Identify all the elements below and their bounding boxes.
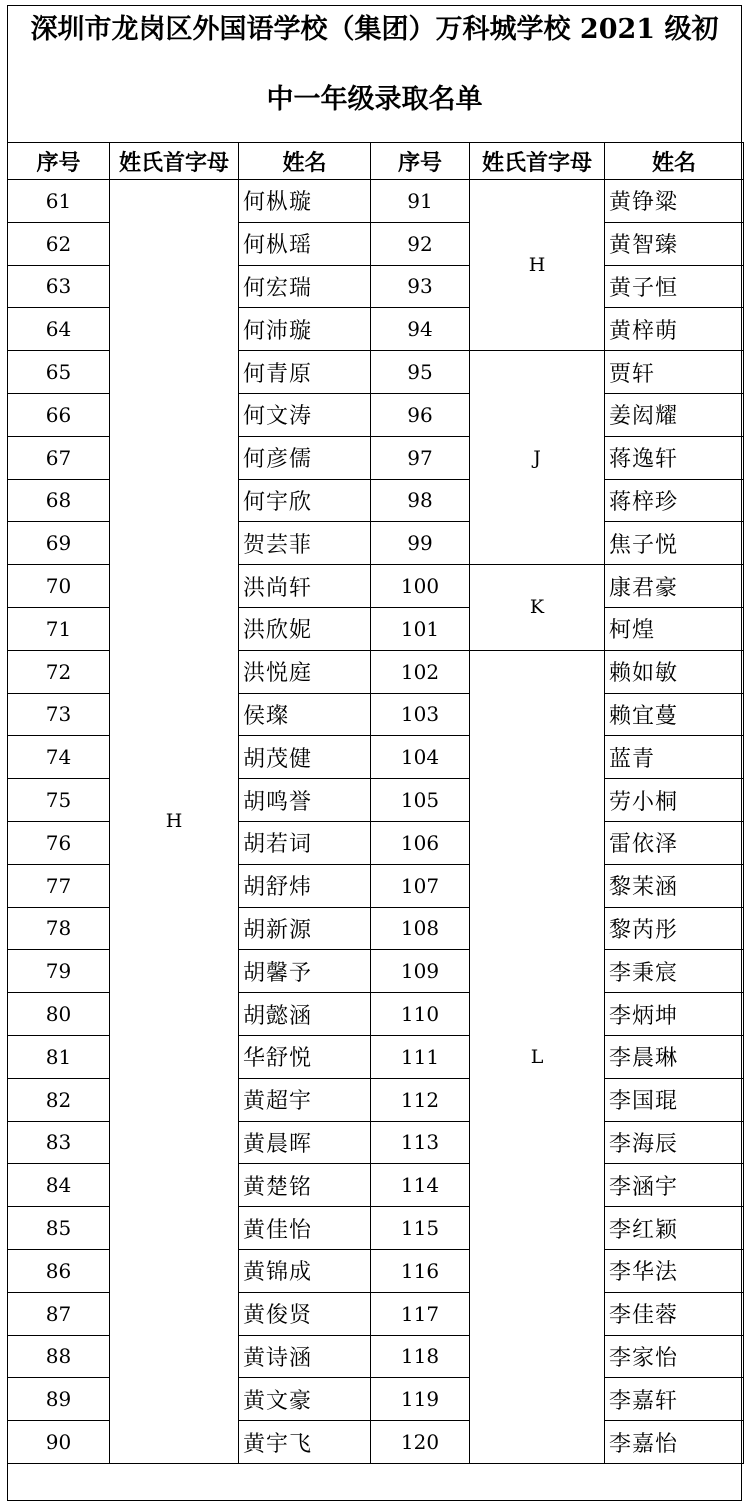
student-number: 70	[8, 565, 110, 608]
student-number: 109	[371, 950, 470, 993]
student-name: 胡茂健	[239, 736, 371, 779]
student-number: 116	[371, 1249, 470, 1292]
header-initial-left: 姓氏首字母	[110, 143, 239, 180]
student-name: 蒋梓珍	[605, 479, 744, 522]
student-number: 64	[8, 308, 110, 351]
student-number: 117	[371, 1292, 470, 1335]
student-number: 86	[8, 1249, 110, 1292]
student-number: 78	[8, 907, 110, 950]
student-number: 67	[8, 436, 110, 479]
student-number: 79	[8, 950, 110, 993]
student-number: 91	[371, 180, 470, 223]
student-number: 99	[371, 522, 470, 565]
student-name: 黄晨晖	[239, 1121, 371, 1164]
student-name: 何沛璇	[239, 308, 371, 351]
student-name: 华舒悦	[239, 1035, 371, 1078]
student-name: 何枞璇	[239, 180, 371, 223]
student-name: 李秉宸	[605, 950, 744, 993]
admission-list-sheet	[7, 5, 742, 1501]
student-name: 李华法	[605, 1249, 744, 1292]
student-number: 98	[371, 479, 470, 522]
student-name: 康君豪	[605, 565, 744, 608]
header-no-left: 序号	[8, 143, 110, 180]
student-number: 72	[8, 650, 110, 693]
student-number: 94	[371, 308, 470, 351]
student-number: 92	[371, 222, 470, 265]
student-name: 胡懿涵	[239, 993, 371, 1036]
student-name: 李嘉轩	[605, 1378, 744, 1421]
student-name: 雷依泽	[605, 821, 744, 864]
student-number: 106	[371, 821, 470, 864]
student-number: 104	[371, 736, 470, 779]
student-number: 85	[8, 1207, 110, 1250]
student-number: 89	[8, 1378, 110, 1421]
student-name: 胡新源	[239, 907, 371, 950]
table-header-row	[8, 143, 744, 180]
student-number: 118	[371, 1335, 470, 1378]
student-name: 何宇欣	[239, 479, 371, 522]
student-number: 66	[8, 393, 110, 436]
student-number: 93	[371, 265, 470, 308]
student-name: 黄锦成	[239, 1249, 371, 1292]
student-name: 何宏瑞	[239, 265, 371, 308]
student-name: 胡舒炜	[239, 864, 371, 907]
student-name: 黄梓萌	[605, 308, 744, 351]
student-number: 115	[371, 1207, 470, 1250]
admission-table	[7, 142, 744, 1464]
student-number: 107	[371, 864, 470, 907]
student-name: 胡馨予	[239, 950, 371, 993]
student-name: 黄佳怡	[239, 1207, 371, 1250]
student-name: 黄子恒	[605, 265, 744, 308]
student-number: 82	[8, 1078, 110, 1121]
student-number: 105	[371, 779, 470, 822]
student-name: 黄诗涵	[239, 1335, 371, 1378]
student-number: 95	[371, 351, 470, 394]
student-name: 焦子悦	[605, 522, 744, 565]
surname-initial: K	[470, 565, 605, 651]
student-name: 李海辰	[605, 1121, 744, 1164]
student-number: 77	[8, 864, 110, 907]
student-name: 黄铮粱	[605, 180, 744, 223]
student-name: 李涵宇	[605, 1164, 744, 1207]
student-name: 李炳坤	[605, 993, 744, 1036]
student-name: 柯煌	[605, 607, 744, 650]
student-number: 90	[8, 1421, 110, 1464]
student-name: 何青原	[239, 351, 371, 394]
surname-initial: H	[470, 180, 605, 351]
student-number: 69	[8, 522, 110, 565]
student-number: 74	[8, 736, 110, 779]
student-number: 62	[8, 222, 110, 265]
header-name-right: 姓名	[605, 143, 744, 180]
table-row	[8, 180, 744, 223]
student-name: 胡鸣誉	[239, 779, 371, 822]
student-number: 119	[371, 1378, 470, 1421]
student-name: 李晨琳	[605, 1035, 744, 1078]
student-number: 68	[8, 479, 110, 522]
student-name: 李嘉怡	[605, 1421, 744, 1464]
document-title-line-2: 中一年级录取名单	[266, 84, 483, 115]
student-number: 73	[8, 693, 110, 736]
surname-initial: H	[110, 180, 239, 1464]
student-name: 赖如敏	[605, 650, 744, 693]
student-name: 姜闳耀	[605, 393, 744, 436]
student-name: 洪尚轩	[239, 565, 371, 608]
student-name: 侯璨	[239, 693, 371, 736]
student-name: 何彦儒	[239, 436, 371, 479]
student-name: 贺芸菲	[239, 522, 371, 565]
student-name: 贾轩	[605, 351, 744, 394]
student-number: 84	[8, 1164, 110, 1207]
student-name: 黄文豪	[239, 1378, 371, 1421]
student-name: 黄楚铭	[239, 1164, 371, 1207]
student-name: 黎芮彤	[605, 907, 744, 950]
student-name: 何枞瑶	[239, 222, 371, 265]
student-number: 83	[8, 1121, 110, 1164]
header-initial-right: 姓氏首字母	[470, 143, 605, 180]
student-number: 102	[371, 650, 470, 693]
student-number: 88	[8, 1335, 110, 1378]
student-name: 黄宇飞	[239, 1421, 371, 1464]
student-name: 李家怡	[605, 1335, 744, 1378]
student-name: 黎茉涵	[605, 864, 744, 907]
student-name: 李国琨	[605, 1078, 744, 1121]
student-number: 80	[8, 993, 110, 1036]
student-number: 100	[371, 565, 470, 608]
student-number: 108	[371, 907, 470, 950]
student-number: 111	[371, 1035, 470, 1078]
student-name: 赖宜蔓	[605, 693, 744, 736]
student-number: 101	[371, 607, 470, 650]
student-number: 113	[371, 1121, 470, 1164]
student-name: 黄超宇	[239, 1078, 371, 1121]
student-number: 110	[371, 993, 470, 1036]
student-name: 何文涛	[239, 393, 371, 436]
student-number: 63	[8, 265, 110, 308]
student-number: 120	[371, 1421, 470, 1464]
student-name: 蓝青	[605, 736, 744, 779]
student-number: 61	[8, 180, 110, 223]
student-number: 75	[8, 779, 110, 822]
student-name: 黄俊贤	[239, 1292, 371, 1335]
student-name: 蒋逸轩	[605, 436, 744, 479]
student-name: 黄智臻	[605, 222, 744, 265]
student-name: 劳小桐	[605, 779, 744, 822]
student-name: 李红颖	[605, 1207, 744, 1250]
document-title-line-1: 深圳市龙岗区外国语学校（集团）万科城学校 2021 级初	[30, 14, 719, 45]
surname-initial: J	[470, 351, 605, 565]
student-number: 76	[8, 821, 110, 864]
student-name: 李佳蓉	[605, 1292, 744, 1335]
student-number: 87	[8, 1292, 110, 1335]
student-number: 114	[371, 1164, 470, 1207]
surname-initial: L	[470, 650, 605, 1463]
header-name-left: 姓名	[239, 143, 371, 180]
student-number: 81	[8, 1035, 110, 1078]
student-number: 96	[371, 393, 470, 436]
student-name: 洪悦庭	[239, 650, 371, 693]
student-name: 胡若词	[239, 821, 371, 864]
student-number: 103	[371, 693, 470, 736]
table-body	[8, 180, 744, 1464]
header-no-right: 序号	[371, 143, 470, 180]
student-number: 65	[8, 351, 110, 394]
student-number: 71	[8, 607, 110, 650]
student-number: 97	[371, 436, 470, 479]
student-number: 112	[371, 1078, 470, 1121]
student-name: 洪欣妮	[239, 607, 371, 650]
